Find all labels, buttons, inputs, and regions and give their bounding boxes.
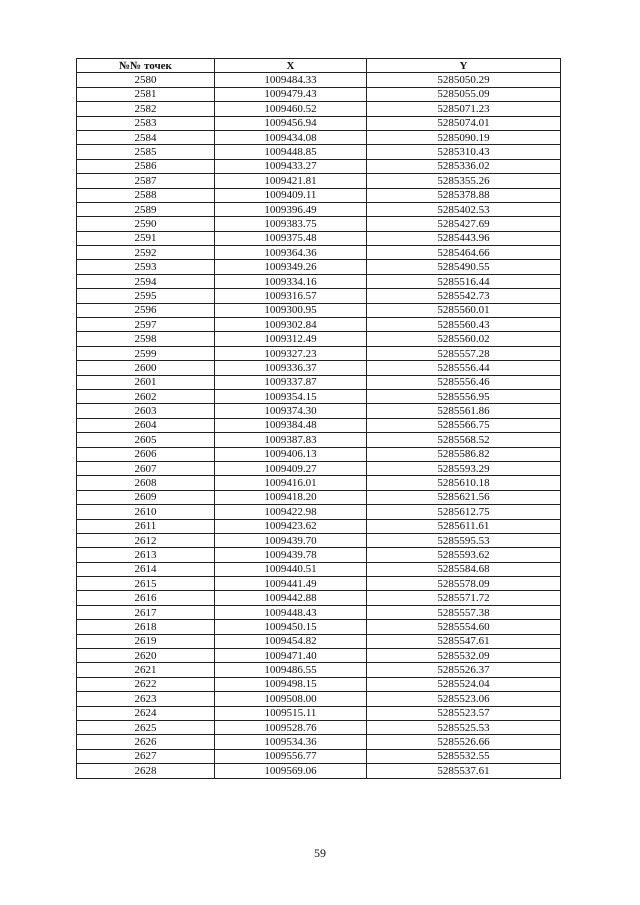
y-cell: 5285621.56	[367, 490, 561, 504]
point-number-cell: 2624	[77, 706, 215, 720]
y-cell: 5285090.19	[367, 130, 561, 144]
point-number-cell: 2597	[77, 318, 215, 332]
point-number-cell: 2619	[77, 634, 215, 648]
y-cell: 5285537.61	[367, 764, 561, 778]
point-number-cell: 2588	[77, 188, 215, 202]
y-cell: 5285378.88	[367, 188, 561, 202]
table-row	[77, 634, 561, 648]
point-number-cell: 2592	[77, 246, 215, 260]
point-number-cell: 2607	[77, 461, 215, 475]
x-cell: 1009486.55	[215, 663, 367, 677]
table-row	[77, 404, 561, 418]
point-number-cell: 2606	[77, 447, 215, 461]
point-number-cell: 2610	[77, 505, 215, 519]
table-row	[77, 649, 561, 663]
y-cell: 5285055.09	[367, 87, 561, 101]
point-number-cell: 2603	[77, 404, 215, 418]
x-cell: 1009471.40	[215, 649, 367, 663]
x-cell: 1009556.77	[215, 749, 367, 763]
point-number-cell: 2620	[77, 649, 215, 663]
table-row	[77, 663, 561, 677]
x-cell: 1009387.83	[215, 433, 367, 447]
table-row	[77, 692, 561, 706]
point-number-cell: 2617	[77, 605, 215, 619]
table-row	[77, 706, 561, 720]
y-cell: 5285554.60	[367, 620, 561, 634]
y-cell: 5285584.68	[367, 562, 561, 576]
y-cell: 5285464.66	[367, 246, 561, 260]
y-cell: 5285566.75	[367, 418, 561, 432]
point-number-cell: 2600	[77, 361, 215, 375]
table-row	[77, 130, 561, 144]
y-cell: 5285560.02	[367, 332, 561, 346]
y-cell: 5285526.66	[367, 735, 561, 749]
point-number-cell: 2622	[77, 677, 215, 691]
table-row	[77, 620, 561, 634]
table-row	[77, 591, 561, 605]
y-cell: 5285593.29	[367, 461, 561, 475]
x-cell: 1009454.82	[215, 634, 367, 648]
x-cell: 1009569.06	[215, 764, 367, 778]
y-cell: 5285490.55	[367, 260, 561, 274]
table-row	[77, 418, 561, 432]
point-number-cell: 2621	[77, 663, 215, 677]
point-number-cell: 2590	[77, 217, 215, 231]
point-number-cell: 2608	[77, 476, 215, 490]
y-cell: 5285336.02	[367, 159, 561, 173]
point-number-cell: 2589	[77, 202, 215, 216]
table-row	[77, 533, 561, 547]
y-cell: 5285556.44	[367, 361, 561, 375]
table-row	[77, 260, 561, 274]
y-cell: 5285557.38	[367, 605, 561, 619]
table-row	[77, 246, 561, 260]
table-row	[77, 677, 561, 691]
header-x: X	[215, 59, 367, 73]
table-row	[77, 188, 561, 202]
point-number-cell: 2605	[77, 433, 215, 447]
x-cell: 1009456.94	[215, 116, 367, 130]
y-cell: 5285524.04	[367, 677, 561, 691]
point-number-cell: 2583	[77, 116, 215, 130]
y-cell: 5285542.73	[367, 289, 561, 303]
coordinates-table	[76, 58, 561, 779]
y-cell: 5285561.86	[367, 404, 561, 418]
point-number-cell: 2582	[77, 102, 215, 116]
x-cell: 1009336.37	[215, 361, 367, 375]
point-number-cell: 2627	[77, 749, 215, 763]
y-cell: 5285523.06	[367, 692, 561, 706]
y-cell: 5285427.69	[367, 217, 561, 231]
x-cell: 1009460.52	[215, 102, 367, 116]
y-cell: 5285443.96	[367, 231, 561, 245]
page-number: 59	[314, 846, 326, 860]
y-cell: 5285556.46	[367, 375, 561, 389]
table-header-row	[77, 59, 561, 73]
y-cell: 5285310.43	[367, 145, 561, 159]
x-cell: 1009364.36	[215, 246, 367, 260]
point-number-cell: 2612	[77, 533, 215, 547]
y-cell: 5285568.52	[367, 433, 561, 447]
y-cell: 5285557.28	[367, 346, 561, 360]
x-cell: 1009416.01	[215, 476, 367, 490]
table-row	[77, 433, 561, 447]
table-row	[77, 505, 561, 519]
table-row	[77, 346, 561, 360]
table-row	[77, 461, 561, 475]
x-cell: 1009508.00	[215, 692, 367, 706]
x-cell: 1009498.15	[215, 677, 367, 691]
table-row	[77, 749, 561, 763]
point-number-cell: 2584	[77, 130, 215, 144]
y-cell: 5285556.95	[367, 389, 561, 403]
point-number-cell: 2602	[77, 389, 215, 403]
x-cell: 1009409.11	[215, 188, 367, 202]
x-cell: 1009421.81	[215, 174, 367, 188]
point-number-cell: 2587	[77, 174, 215, 188]
x-cell: 1009374.30	[215, 404, 367, 418]
y-cell: 5285074.01	[367, 116, 561, 130]
y-cell: 5285560.43	[367, 318, 561, 332]
table-row	[77, 87, 561, 101]
point-number-cell: 2623	[77, 692, 215, 706]
table-row	[77, 447, 561, 461]
table-row	[77, 318, 561, 332]
x-cell: 1009316.57	[215, 289, 367, 303]
table-row	[77, 490, 561, 504]
y-cell: 5285593.62	[367, 548, 561, 562]
x-cell: 1009439.78	[215, 548, 367, 562]
x-cell: 1009384.48	[215, 418, 367, 432]
x-cell: 1009440.51	[215, 562, 367, 576]
point-number-cell: 2591	[77, 231, 215, 245]
point-number-cell: 2626	[77, 735, 215, 749]
x-cell: 1009349.26	[215, 260, 367, 274]
x-cell: 1009528.76	[215, 720, 367, 734]
point-number-cell: 2613	[77, 548, 215, 562]
y-cell: 5285523.57	[367, 706, 561, 720]
table-row	[77, 605, 561, 619]
table-row	[77, 289, 561, 303]
point-number-cell: 2616	[77, 591, 215, 605]
point-number-cell: 2581	[77, 87, 215, 101]
table-row	[77, 202, 561, 216]
y-cell: 5285532.09	[367, 649, 561, 663]
point-number-cell: 2599	[77, 346, 215, 360]
table-row	[77, 735, 561, 749]
point-number-cell: 2604	[77, 418, 215, 432]
x-cell: 1009450.15	[215, 620, 367, 634]
table-row	[77, 174, 561, 188]
table-row	[77, 274, 561, 288]
table-row	[77, 375, 561, 389]
point-number-cell: 2585	[77, 145, 215, 159]
y-cell: 5285526.37	[367, 663, 561, 677]
point-number-cell: 2595	[77, 289, 215, 303]
x-cell: 1009383.75	[215, 217, 367, 231]
y-cell: 5285612.75	[367, 505, 561, 519]
table-row	[77, 303, 561, 317]
y-cell: 5285516.44	[367, 274, 561, 288]
table-row	[77, 476, 561, 490]
y-cell: 5285571.72	[367, 591, 561, 605]
y-cell: 5285547.61	[367, 634, 561, 648]
table-row	[77, 548, 561, 562]
table-body	[77, 73, 561, 778]
table-row	[77, 720, 561, 734]
point-number-cell: 2596	[77, 303, 215, 317]
x-cell: 1009442.88	[215, 591, 367, 605]
x-cell: 1009515.11	[215, 706, 367, 720]
point-number-cell: 2628	[77, 764, 215, 778]
header-y: Y	[367, 59, 561, 73]
y-cell: 5285595.53	[367, 533, 561, 547]
point-number-cell: 2609	[77, 490, 215, 504]
table-row	[77, 231, 561, 245]
table-row	[77, 519, 561, 533]
point-number-cell: 2594	[77, 274, 215, 288]
x-cell: 1009354.15	[215, 389, 367, 403]
x-cell: 1009479.43	[215, 87, 367, 101]
table-row	[77, 73, 561, 87]
x-cell: 1009312.49	[215, 332, 367, 346]
point-number-cell: 2601	[77, 375, 215, 389]
x-cell: 1009406.13	[215, 447, 367, 461]
x-cell: 1009433.27	[215, 159, 367, 173]
x-cell: 1009300.95	[215, 303, 367, 317]
point-number-cell: 2618	[77, 620, 215, 634]
y-cell: 5285525.53	[367, 720, 561, 734]
point-number-cell: 2611	[77, 519, 215, 533]
y-cell: 5285610.18	[367, 476, 561, 490]
table-row	[77, 764, 561, 778]
table-row	[77, 389, 561, 403]
point-number-cell: 2614	[77, 562, 215, 576]
x-cell: 1009422.98	[215, 505, 367, 519]
x-cell: 1009448.85	[215, 145, 367, 159]
point-number-cell: 2625	[77, 720, 215, 734]
y-cell: 5285050.29	[367, 73, 561, 87]
table-row	[77, 577, 561, 591]
point-number-cell: 2615	[77, 577, 215, 591]
x-cell: 1009448.43	[215, 605, 367, 619]
point-number-cell: 2580	[77, 73, 215, 87]
x-cell: 1009375.48	[215, 231, 367, 245]
x-cell: 1009418.20	[215, 490, 367, 504]
x-cell: 1009337.87	[215, 375, 367, 389]
x-cell: 1009423.62	[215, 519, 367, 533]
x-cell: 1009484.33	[215, 73, 367, 87]
table-row	[77, 562, 561, 576]
x-cell: 1009439.70	[215, 533, 367, 547]
table-row	[77, 217, 561, 231]
table-row	[77, 145, 561, 159]
point-number-cell: 2593	[77, 260, 215, 274]
x-cell: 1009534.36	[215, 735, 367, 749]
table-row	[77, 159, 561, 173]
x-cell: 1009434.08	[215, 130, 367, 144]
table-row	[77, 116, 561, 130]
x-cell: 1009441.49	[215, 577, 367, 591]
y-cell: 5285402.53	[367, 202, 561, 216]
table-row	[77, 102, 561, 116]
y-cell: 5285578.09	[367, 577, 561, 591]
table-row	[77, 332, 561, 346]
table-row	[77, 361, 561, 375]
x-cell: 1009302.84	[215, 318, 367, 332]
x-cell: 1009409.27	[215, 461, 367, 475]
x-cell: 1009396.49	[215, 202, 367, 216]
point-number-cell: 2598	[77, 332, 215, 346]
point-number-cell: 2586	[77, 159, 215, 173]
y-cell: 5285586.82	[367, 447, 561, 461]
y-cell: 5285355.26	[367, 174, 561, 188]
x-cell: 1009327.23	[215, 346, 367, 360]
y-cell: 5285071.23	[367, 102, 561, 116]
y-cell: 5285532.55	[367, 749, 561, 763]
y-cell: 5285611.61	[367, 519, 561, 533]
x-cell: 1009334.16	[215, 274, 367, 288]
y-cell: 5285560.01	[367, 303, 561, 317]
header-point-number: №№ точек	[77, 59, 215, 73]
